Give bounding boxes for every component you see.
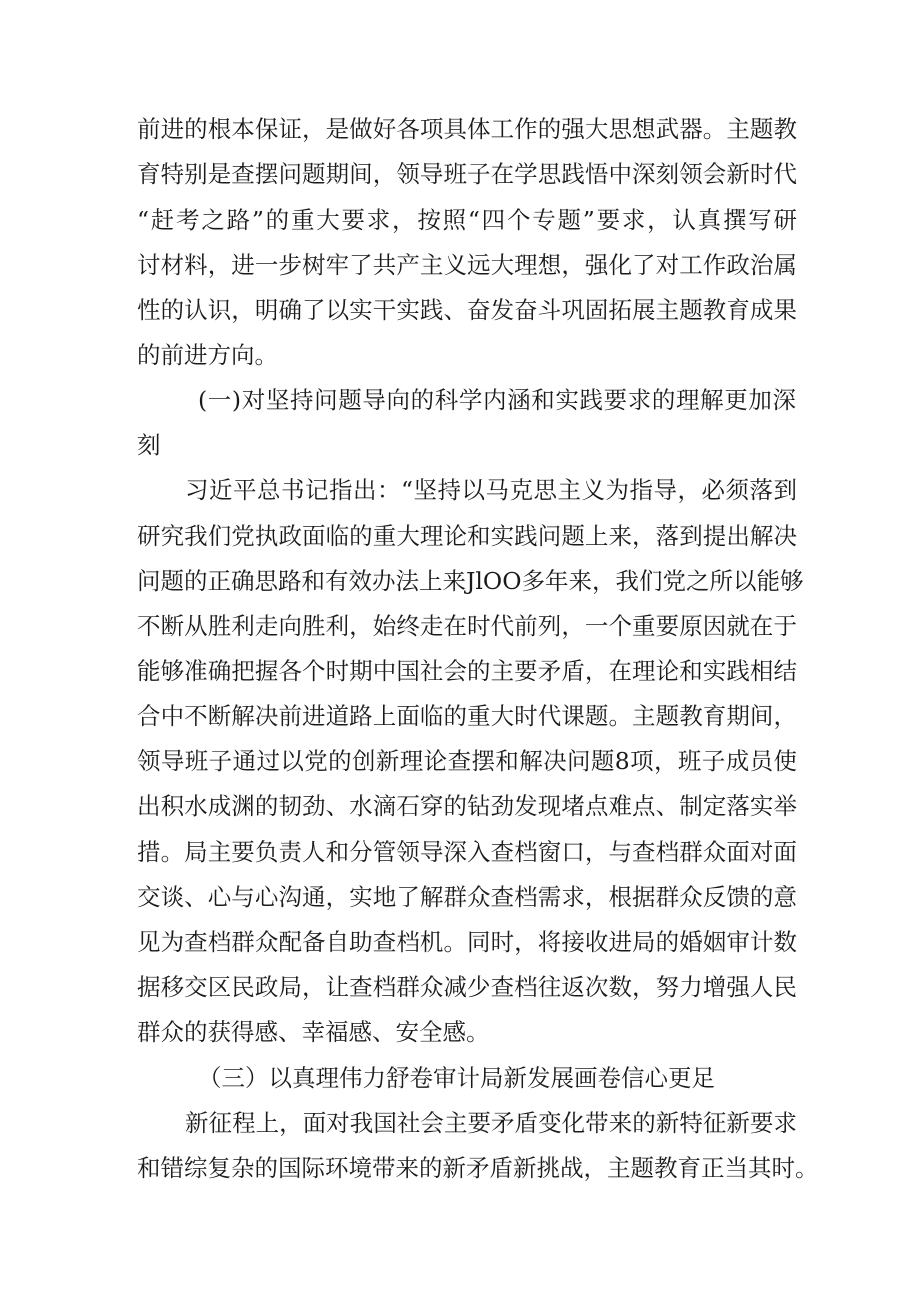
heading-line: 刻 (137, 431, 161, 459)
text-line: 习近平总书记指出：“坚持以马克思主义为指导，必须落到 (185, 476, 797, 504)
heading-line: (一)对坚持问题导向的科学内涵和实践要求的理解更加深 (198, 386, 796, 414)
text-line: 合中不断解决前进道路上面临的重大时代课题。主题教育期间， (137, 702, 797, 730)
text-line: 育特别是查摆问题期间，领导班子在学思践悟中深刻领会新时代 (137, 160, 797, 188)
text-line: 研究我们党执政面临的重大理论和实践问题上来，落到提出解决 (137, 522, 797, 550)
text-line: 群众的获得感、幸福感、安全感。 (137, 1018, 490, 1046)
text-line: 性的认识，明确了以实干实践、奋发奋斗巩固拓展主题教育成果 (137, 296, 797, 324)
text-line: 据移交区民政局，让查档群众减少查档往返次数，努力增强人民 (137, 973, 797, 1001)
text-line: 见为查档群众配备自助查档机。同时，将接收进局的婚姻审计数 (137, 928, 797, 956)
text-line: 能够准确把握各个时期中国社会的主要矛盾，在理论和实践相结 (137, 657, 797, 685)
text-line: 领导班子通过以党的创新理论查摆和解决问题8项，班子成员使 (137, 747, 797, 775)
text-line: 问题的正确思路和有效办法上来JlOO多年来，我们党之所以能够 (137, 567, 804, 595)
section-heading: （三）以真理伟力舒卷审计局新发展画卷信心更足 (198, 1064, 715, 1092)
text-line: 不断从胜利走向胜利，始终走在时代前列，一个重要原因就在于 (137, 612, 797, 640)
text-line: “赶考之路”的重大要求，按照“四个专题”要求，认真撰写研 (137, 206, 797, 234)
text-line: 措。局主要负责人和分管领导深入查档窗口，与查档群众面对面 (137, 838, 797, 866)
text-line: 的前进方向。 (137, 341, 278, 369)
text-line: 新征程上，面对我国社会主要矛盾变化带来的新特征新要求 (185, 1109, 797, 1137)
text-line: 出积水成渊的韧劲、水滴石穿的钻劲发现堵点难点、制定落实举 (137, 792, 797, 820)
text-line: 讨材料，进一步树牢了共产主义远大理想，强化了对工作政治属 (137, 251, 797, 279)
text-line: 前进的根本保证，是做好各项具体工作的强大思想武器。主题教 (137, 115, 797, 143)
text-line: 交谈、心与心沟通，实地了解群众查档需求，根据群众反馈的意 (137, 883, 797, 911)
text-line: 和错综复杂的国际环境带来的新矛盾新挑战，主题教育正当其时。 (137, 1154, 819, 1182)
